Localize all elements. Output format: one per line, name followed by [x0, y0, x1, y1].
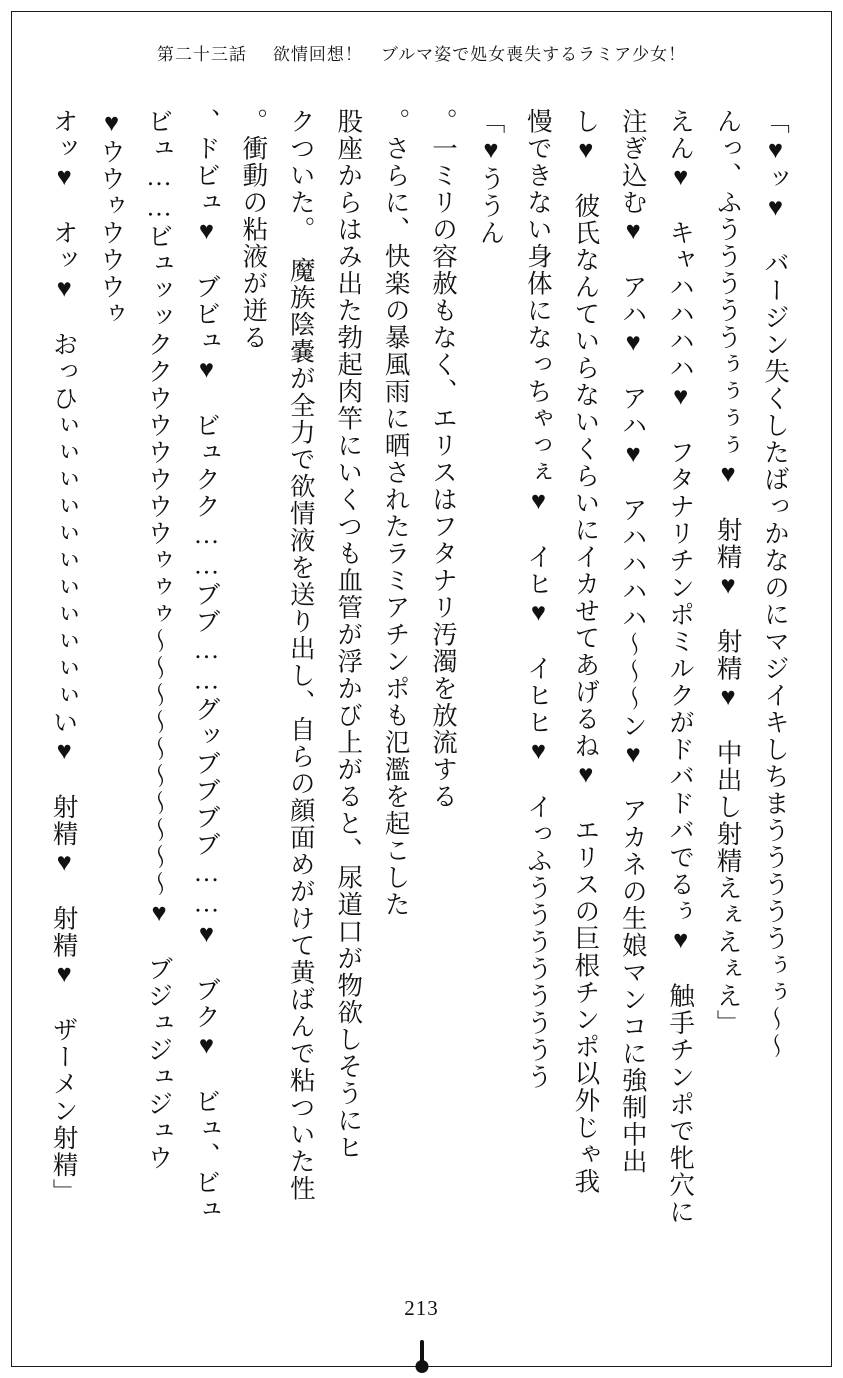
- text-line: さらに、快楽の暴風雨に晒されたラミアチンポも氾濫を起こした。: [381, 108, 411, 945]
- vertical-text-block: [40, 108, 799, 1263]
- page-header: [0, 40, 843, 65]
- text-line: 慢できない身体になっちゃっぇ♥ イヒ♥ イヒヒ♥ イっふうううううううう: [523, 108, 553, 1091]
- chapter-number: 第二十三話: [156, 45, 247, 64]
- page-number: 213: [404, 1296, 439, 1320]
- text-line: 注ぎ込む♥ アハ♥ アハ♥ アハハハハ〜〜〜ン♥ アカネの生娘マンコに強制中出: [618, 108, 648, 1175]
- body-text-area: [44, 108, 799, 1263]
- text-line: ビュ……ビュッッククウウウウウウゥゥゥ〜〜〜〜〜〜〜〜〜〜♥ ブジュジュジュウ: [144, 108, 174, 1172]
- text-line: 衝動の粘液が迸る。: [239, 108, 269, 351]
- text-line: 「オッ♥ オッ♥ おっひぃぃぃぃぃぃぃぃぃぃぃい♥ 射精♥ 射精♥ ザーメン射精: [49, 108, 79, 1206]
- chapter-title: 欲情回想！ ブルマ姿で処女喪失するラミア少女！: [272, 45, 687, 64]
- text-line: ううん♥」: [476, 108, 506, 247]
- text-line: ドビュ♥ ブビュ♥ ビュクク……ブブ……グッブブブブ……♥ ブク♥ ビュ、ビュ、: [191, 108, 221, 1250]
- text-line: えん♥ キャハハハハ♥ フタナリチンポミルクがドバドバでるぅ♥ 触手チンポで牝穴に: [666, 108, 696, 1226]
- page-footer-ornament: [420, 1340, 424, 1366]
- text-line: し♥ 彼氏なんていらないくらいにイカせてあげるね♥ エリスの巨根チンポ以外じゃ我: [571, 108, 601, 1195]
- text-line: 股座からはみ出た勃起肉竿にいくつも血管が浮かび上がると、尿道口が物欲しそうにヒ: [334, 108, 364, 1188]
- text-line: ウウゥウウウゥ♥: [97, 108, 127, 328]
- text-line: 〜〜ッ♥ バージン失くしたばっかなのにマジイキしちまうううううぅぅ♥」: [761, 108, 790, 1060]
- text-line: 一ミリの容赦もなく、エリスはフタナリ汚濁を放流する。: [429, 108, 459, 837]
- text-line: 「んっ、ふうううううぅぅぅぅ♥ 射精♥ 射精♥ 中出し射精えぇえぇえ: [713, 108, 743, 1037]
- text-line: クついた。 魔族陰嚢が全力で欲情液を送り出し、自らの顔面めがけて黄ばんで粘ついた性: [286, 108, 316, 1203]
